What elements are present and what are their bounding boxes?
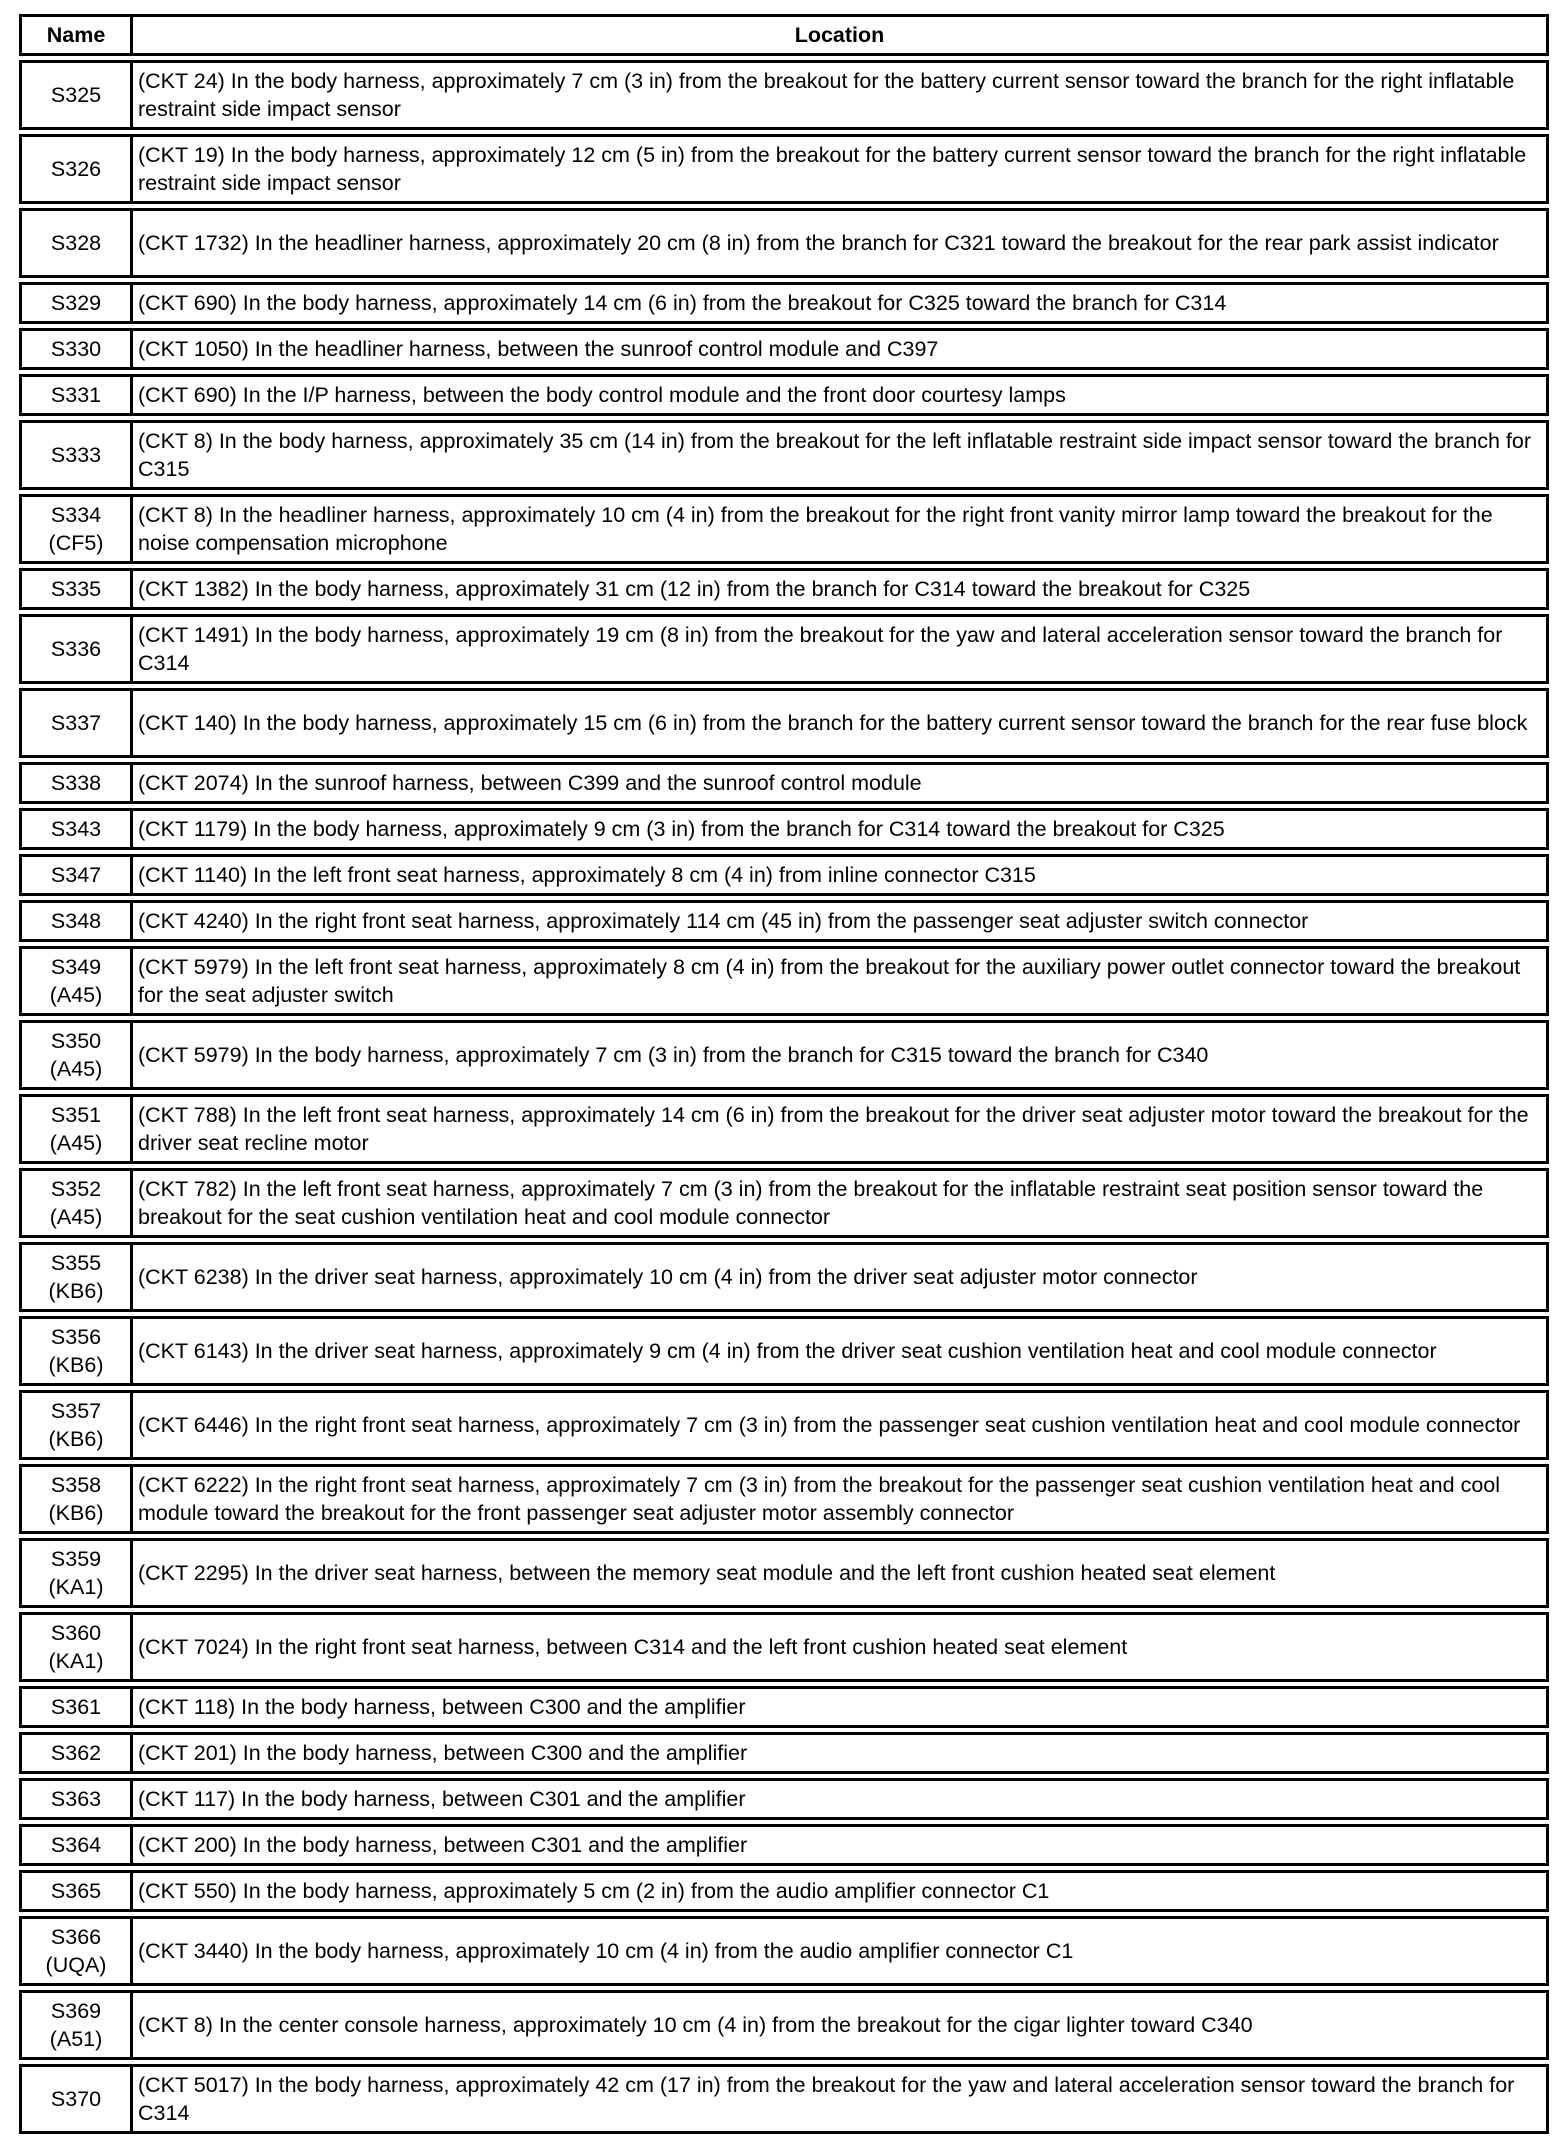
table-row xyxy=(19,1824,1549,1866)
location-cell: (CKT 8) In the body harness, approximately 35 cm (14 in) from the breakout for the left inflatable restraint side impact sensor toward the branch for C315 xyxy=(133,420,1549,490)
location-cell: (CKT 200) In the body harness, between C301 and the amplifier xyxy=(133,1824,1549,1866)
splice-id: S343 xyxy=(50,817,102,841)
splice-name-cell xyxy=(19,568,133,610)
splice-id: S365 xyxy=(50,1879,102,1903)
splice-id: S334 xyxy=(50,503,102,527)
table-row xyxy=(19,614,1549,684)
column-header-name: Name xyxy=(19,14,133,56)
splice-id: S350 xyxy=(50,1029,102,1053)
location-cell: (CKT 7024) In the right front seat harness, between C314 and the left front cushion heated seat element xyxy=(133,1612,1549,1682)
location-cell: (CKT 140) In the body harness, approximately 15 cm (6 in) from the branch for the battery current sensor toward the branch for the rear fuse block xyxy=(133,688,1549,758)
table-row xyxy=(19,946,1549,1016)
table-row xyxy=(19,1870,1549,1912)
splice-name-cell xyxy=(19,2064,133,2134)
location-cell: (CKT 1140) In the left front seat harness, approximately 8 cm (4 in) from inline connector C315 xyxy=(133,854,1549,896)
option-code: (KA1) xyxy=(48,1575,104,1599)
splice-name-cell xyxy=(19,614,133,684)
table-row xyxy=(19,208,1549,278)
splice-name-cell xyxy=(19,1316,133,1386)
location-cell: (CKT 5017) In the body harness, approximately 42 cm (17 in) from the breakout for the yaw and lateral acceleration sensor toward the branch for C314 xyxy=(133,2064,1549,2134)
splice-name-cell xyxy=(19,420,133,490)
splice-name-cell xyxy=(19,946,133,1016)
location-cell: (CKT 690) In the body harness, approximately 14 cm (6 in) from the breakout for C325 toward the branch for C314 xyxy=(133,282,1549,324)
table-header xyxy=(19,14,1549,56)
location-cell: (CKT 3440) In the body harness, approximately 10 cm (4 in) from the audio amplifier connector C1 xyxy=(133,1916,1549,1986)
splice-id: S360 xyxy=(50,1621,102,1645)
splice-name-cell xyxy=(19,1916,133,1986)
table-row xyxy=(19,494,1549,564)
table-row xyxy=(19,688,1549,758)
option-code: (A45) xyxy=(49,1205,103,1229)
splice-name-cell xyxy=(19,1390,133,1460)
splice-id: S356 xyxy=(50,1325,102,1349)
splice-name-cell xyxy=(19,808,133,850)
splice-id: S357 xyxy=(50,1399,102,1423)
location-cell: (CKT 8) In the center console harness, approximately 10 cm (4 in) from the breakout for the cigar lighter toward C340 xyxy=(133,1990,1549,2060)
table-row xyxy=(19,374,1549,416)
location-cell: (CKT 117) In the body harness, between C301 and the amplifier xyxy=(133,1778,1549,1820)
splice-name-cell xyxy=(19,688,133,758)
splice-name-cell xyxy=(19,1242,133,1312)
location-cell: (CKT 1050) In the headliner harness, between the sunroof control module and C397 xyxy=(133,328,1549,370)
splice-id: S351 xyxy=(50,1103,102,1127)
option-code: (KB6) xyxy=(48,1279,104,1303)
splice-id: S326 xyxy=(50,157,102,181)
option-code: (KB6) xyxy=(48,1501,104,1525)
splice-name-cell xyxy=(19,762,133,804)
location-cell: (CKT 1732) In the headliner harness, approximately 20 cm (8 in) from the branch for C321 toward the breakout for the rear park assist indicator xyxy=(133,208,1549,278)
option-code: (KB6) xyxy=(48,1353,104,1377)
splice-location-table-container xyxy=(19,14,1549,2138)
splice-name-cell xyxy=(19,1464,133,1534)
option-code: (UQA) xyxy=(45,1953,107,1977)
splice-id: S337 xyxy=(50,711,102,735)
location-cell: (CKT 1382) In the body harness, approximately 31 cm (12 in) from the branch for C314 toward the breakout for C325 xyxy=(133,568,1549,610)
table-row xyxy=(19,134,1549,204)
splice-name-cell xyxy=(19,1538,133,1608)
splice-name-cell xyxy=(19,1990,133,2060)
splice-id: S364 xyxy=(50,1833,102,1857)
splice-name-cell xyxy=(19,282,133,324)
table-row xyxy=(19,1732,1549,1774)
splice-id: S338 xyxy=(50,771,102,795)
splice-id: S335 xyxy=(50,577,102,601)
splice-id: S366 xyxy=(50,1925,102,1949)
splice-name-cell xyxy=(19,1020,133,1090)
location-cell: (CKT 2074) In the sunroof harness, between C399 and the sunroof control module xyxy=(133,762,1549,804)
location-cell: (CKT 5979) In the body harness, approximately 7 cm (3 in) from the branch for C315 toward the branch for C340 xyxy=(133,1020,1549,1090)
table-row xyxy=(19,1916,1549,1986)
table-row xyxy=(19,1168,1549,1238)
table-row xyxy=(19,60,1549,130)
location-cell: (CKT 8) In the headliner harness, approximately 10 cm (4 in) from the breakout for the right front vanity mirror lamp toward the breakout for the noise compensation microphone xyxy=(133,494,1549,564)
location-cell: (CKT 550) In the body harness, approximately 5 cm (2 in) from the audio amplifier connector C1 xyxy=(133,1870,1549,1912)
splice-id: S333 xyxy=(50,443,102,467)
table-row xyxy=(19,900,1549,942)
splice-name-cell xyxy=(19,1870,133,1912)
table-row xyxy=(19,1612,1549,1682)
location-cell: (CKT 201) In the body harness, between C300 and the amplifier xyxy=(133,1732,1549,1774)
splice-id: S331 xyxy=(50,383,102,407)
location-cell: (CKT 1491) In the body harness, approximately 19 cm (8 in) from the breakout for the yaw and lateral acceleration sensor toward the branch for C314 xyxy=(133,614,1549,684)
splice-id: S336 xyxy=(50,637,102,661)
splice-id: S358 xyxy=(50,1473,102,1497)
splice-id: S349 xyxy=(50,955,102,979)
option-code: (A45) xyxy=(49,1057,103,1081)
splice-name-cell xyxy=(19,1778,133,1820)
table-row xyxy=(19,1020,1549,1090)
table-row xyxy=(19,762,1549,804)
table-row xyxy=(19,1990,1549,2060)
option-code: (A51) xyxy=(49,2027,103,2051)
location-cell: (CKT 2295) In the driver seat harness, between the memory seat module and the left front cushion heated seat element xyxy=(133,1538,1549,1608)
option-code: (KA1) xyxy=(48,1649,104,1673)
option-code: (A45) xyxy=(49,983,103,1007)
splice-name-cell xyxy=(19,494,133,564)
splice-name-cell xyxy=(19,208,133,278)
location-cell: (CKT 1179) In the body harness, approximately 9 cm (3 in) from the branch for C314 toward the breakout for C325 xyxy=(133,808,1549,850)
location-cell: (CKT 690) In the I/P harness, between the body control module and the front door courtesy lamps xyxy=(133,374,1549,416)
header-row xyxy=(19,14,1549,56)
splice-name-cell xyxy=(19,328,133,370)
splice-name-cell xyxy=(19,134,133,204)
table-row xyxy=(19,1538,1549,1608)
splice-name-cell xyxy=(19,1094,133,1164)
splice-id: S359 xyxy=(50,1547,102,1571)
splice-name-cell xyxy=(19,60,133,130)
splice-name-cell xyxy=(19,1824,133,1866)
table-row xyxy=(19,1686,1549,1728)
table-row xyxy=(19,1464,1549,1534)
location-cell: (CKT 6238) In the driver seat harness, approximately 10 cm (4 in) from the driver seat adjuster motor connector xyxy=(133,1242,1549,1312)
location-cell: (CKT 19) In the body harness, approximately 12 cm (5 in) from the breakout for the battery current sensor toward the branch for the right inflatable restraint side impact sensor xyxy=(133,134,1549,204)
location-cell: (CKT 118) In the body harness, between C300 and the amplifier xyxy=(133,1686,1549,1728)
option-code: (KB6) xyxy=(48,1427,104,1451)
splice-id: S347 xyxy=(50,863,102,887)
location-cell: (CKT 6446) In the right front seat harness, approximately 7 cm (3 in) from the passenger seat cushion ventilation heat and cool module connector xyxy=(133,1390,1549,1460)
table-body xyxy=(19,60,1549,2134)
splice-id: S352 xyxy=(50,1177,102,1201)
location-cell: (CKT 6143) In the driver seat harness, approximately 9 cm (4 in) from the driver seat cushion ventilation heat and cool module connector xyxy=(133,1316,1549,1386)
splice-id: S361 xyxy=(50,1695,102,1719)
table-row xyxy=(19,282,1549,324)
splice-id: S369 xyxy=(50,1999,102,2023)
splice-id: S330 xyxy=(50,337,102,361)
splice-id: S355 xyxy=(50,1251,102,1275)
table-row xyxy=(19,2064,1549,2134)
splice-id: S363 xyxy=(50,1787,102,1811)
column-header-location: Location xyxy=(133,14,1549,56)
location-cell: (CKT 782) In the left front seat harness, approximately 7 cm (3 in) from the breakout for the inflatable restraint seat position sensor toward the breakout for the seat cushion ventilation heat and cool module connector xyxy=(133,1168,1549,1238)
splice-id: S370 xyxy=(50,2087,102,2111)
splice-id: S362 xyxy=(50,1741,102,1765)
table-row xyxy=(19,808,1549,850)
table-row xyxy=(19,1390,1549,1460)
table-row xyxy=(19,1242,1549,1312)
splice-id: S329 xyxy=(50,291,102,315)
location-cell: (CKT 4240) In the right front seat harness, approximately 114 cm (45 in) from the passenger seat adjuster switch connector xyxy=(133,900,1549,942)
table-row xyxy=(19,854,1549,896)
splice-name-cell xyxy=(19,1732,133,1774)
splice-name-cell xyxy=(19,374,133,416)
table-row xyxy=(19,1094,1549,1164)
splice-id: S328 xyxy=(50,231,102,255)
splice-name-cell xyxy=(19,1686,133,1728)
table-row xyxy=(19,568,1549,610)
option-code: (CF5) xyxy=(48,531,104,555)
location-cell: (CKT 788) In the left front seat harness, approximately 14 cm (6 in) from the breakout for the driver seat adjuster motor toward the breakout for the driver seat recline motor xyxy=(133,1094,1549,1164)
splice-location-table xyxy=(19,10,1549,2138)
table-row xyxy=(19,1778,1549,1820)
location-cell: (CKT 5979) In the left front seat harness, approximately 8 cm (4 in) from the breakout for the auxiliary power outlet connector toward the breakout for the seat adjuster switch xyxy=(133,946,1549,1016)
option-code: (A45) xyxy=(49,1131,103,1155)
table-row xyxy=(19,420,1549,490)
splice-id: S325 xyxy=(50,83,102,107)
splice-name-cell xyxy=(19,900,133,942)
table-row xyxy=(19,328,1549,370)
location-cell: (CKT 6222) In the right front seat harness, approximately 7 cm (3 in) from the breakout for the passenger seat cushion ventilation heat and cool module toward the breakout for the front passenger seat adjuster motor assembly connector xyxy=(133,1464,1549,1534)
splice-name-cell xyxy=(19,854,133,896)
table-row xyxy=(19,1316,1549,1386)
splice-name-cell xyxy=(19,1612,133,1682)
splice-name-cell xyxy=(19,1168,133,1238)
splice-id: S348 xyxy=(50,909,102,933)
location-cell: (CKT 24) In the body harness, approximately 7 cm (3 in) from the breakout for the battery current sensor toward the branch for the right inflatable restraint side impact sensor xyxy=(133,60,1549,130)
